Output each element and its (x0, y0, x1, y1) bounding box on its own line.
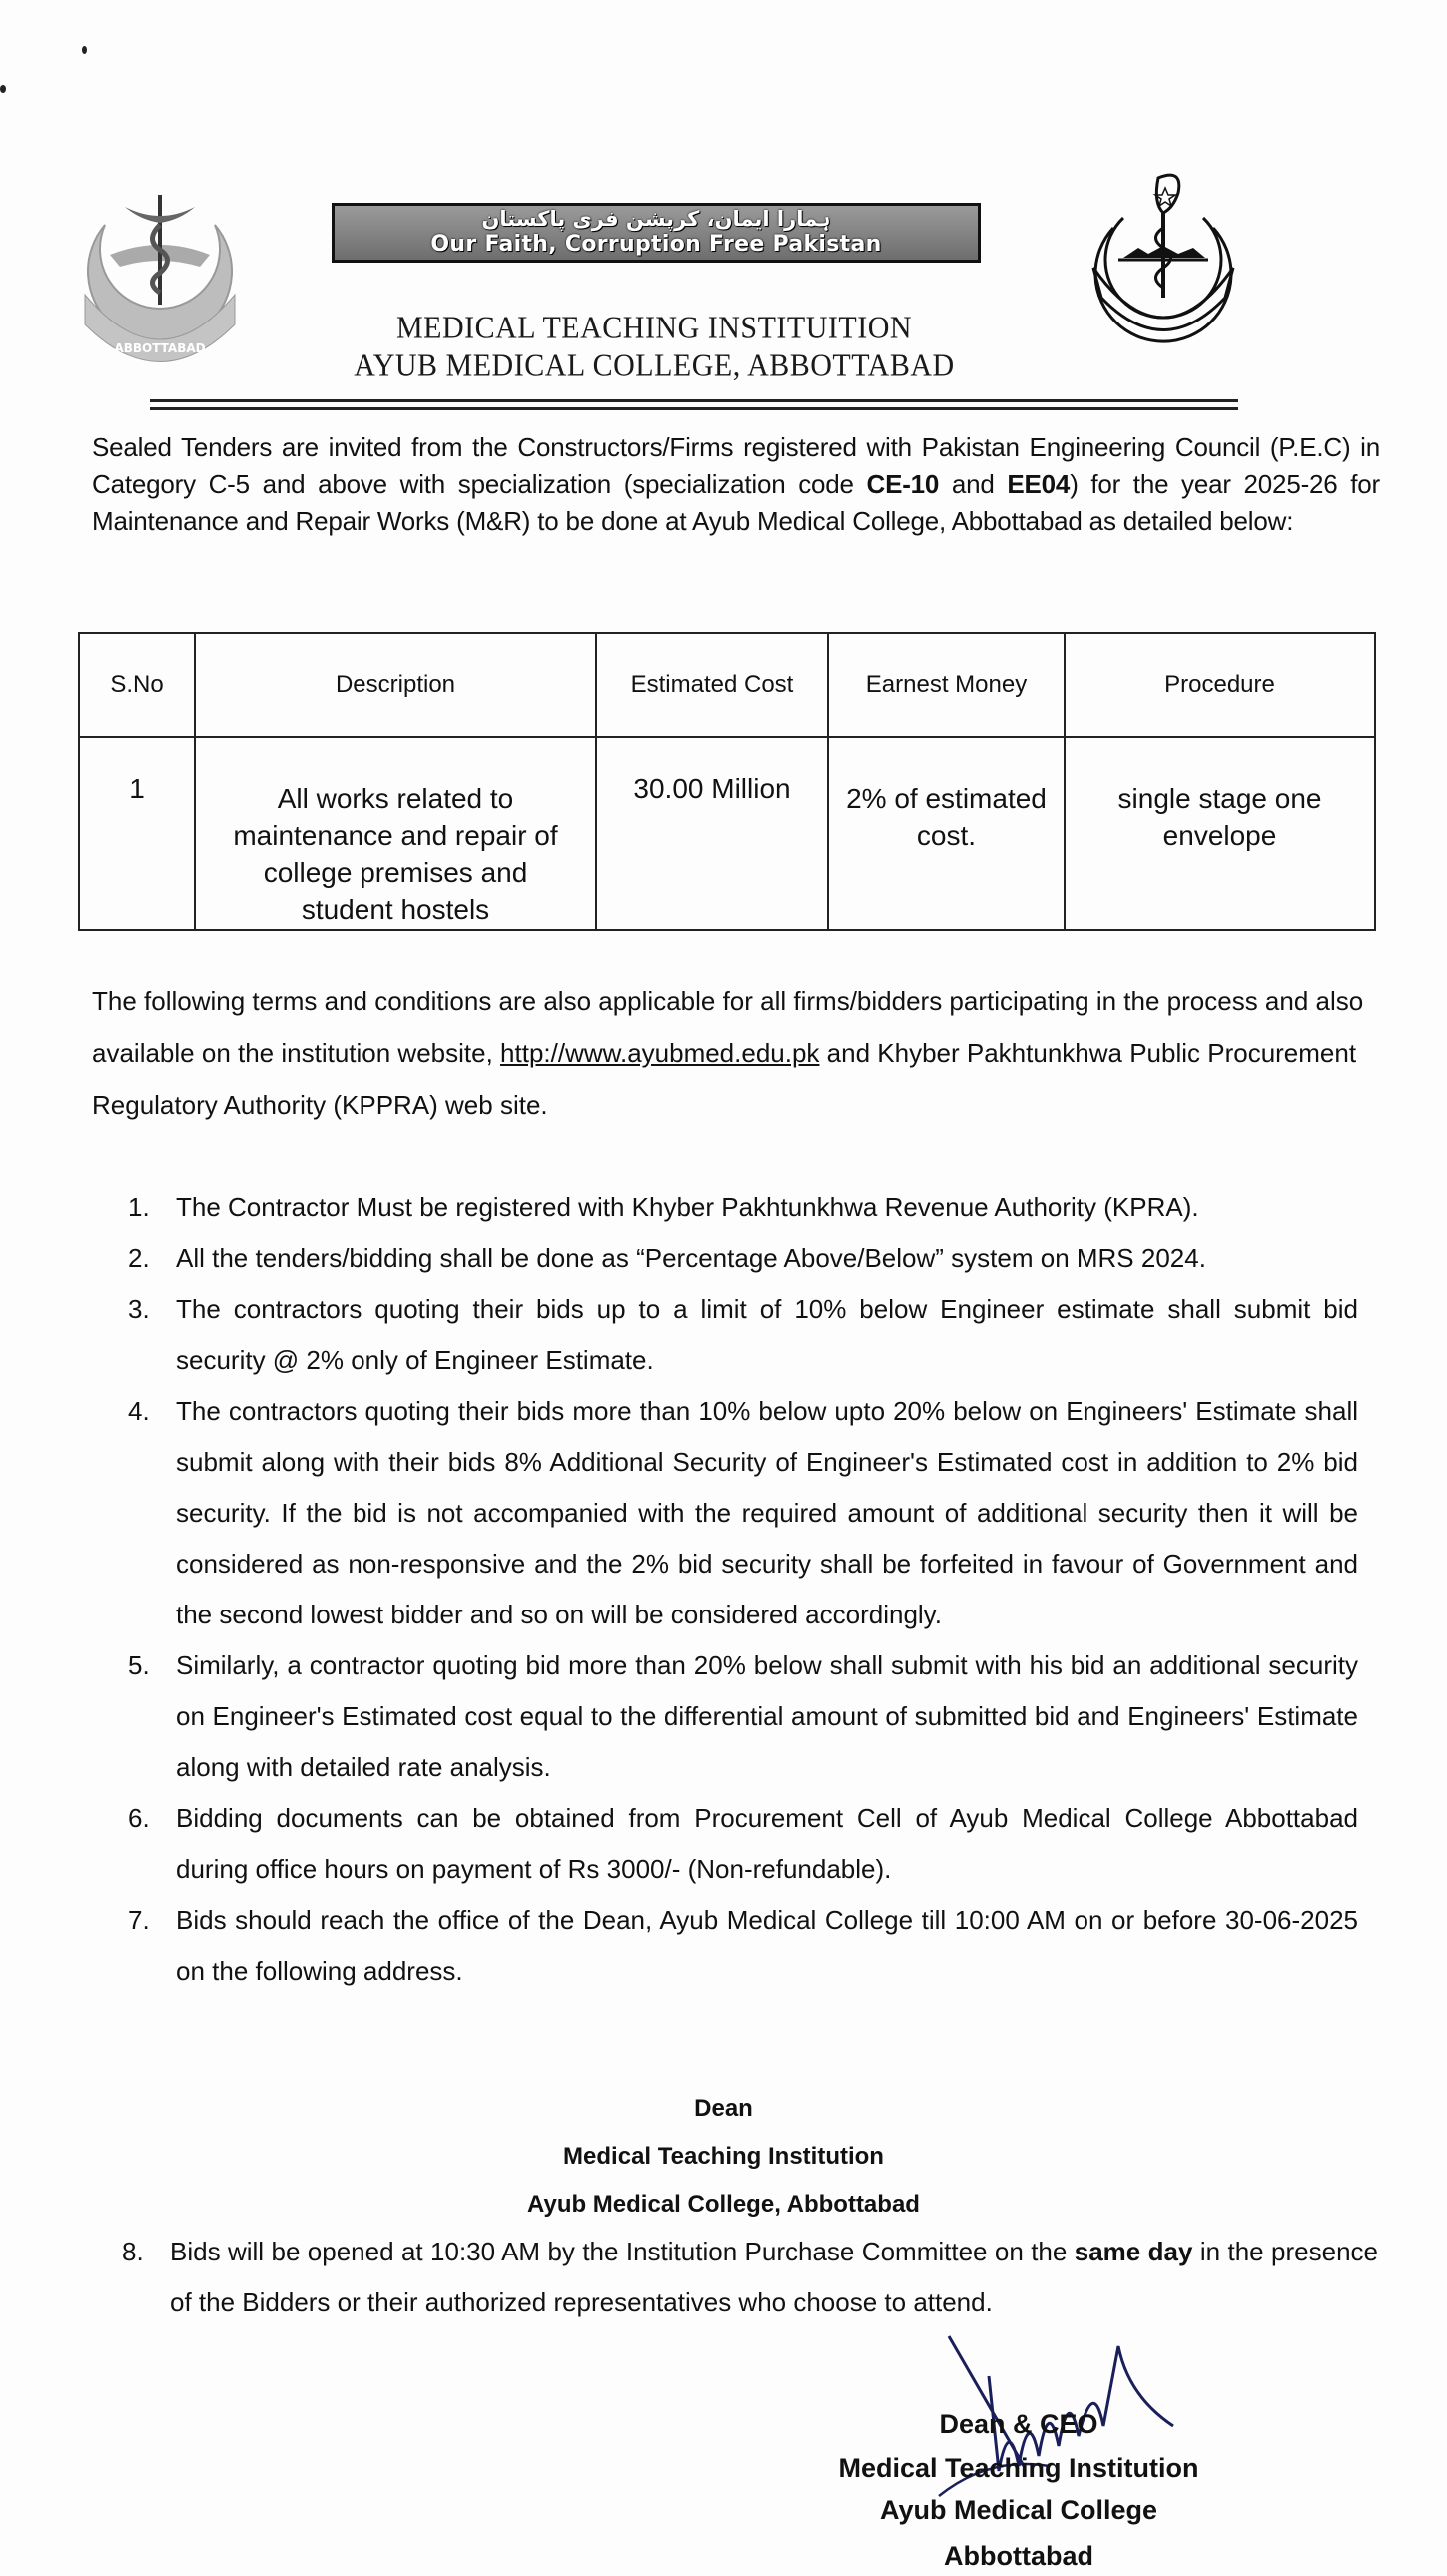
address-line: Dean (694, 2095, 753, 2122)
address-line: Medical Teaching Institution (563, 2143, 884, 2170)
terms-intro-paragraph: The following terms and conditions are also applicable for all firms/bidders participating in the process and also available on the institution website, http://www.ayubmed.edu.pk and Khyber Pakhtunkhwa Public Procurement Regulatory Authority (KPPRA) web site. (92, 986, 1364, 1120)
condition-item: 4. The contractors quoting their bids more than 10% below upto 20% below on Engineers' Estimate shall submit along with their bids 8% Additional Security of Engineer's Estimated cost in addition to 2% bid security. If the bid is not accompanied with the required amount of additional security then it will be considered as non-responsive and the 2% bid security shall be forfeited in favour of Government and the second lowest bidder and so on will be considered accordingly. (128, 1396, 1358, 1629)
condition-item: 3. The contractors quoting their bids up to a limit of 10% below Engineer estimate shall submit bid security @ 2% only of Engineer Estimate. (128, 1294, 1358, 1375)
signatory-line: Medical Teaching Institution (838, 2453, 1199, 2483)
scan-speck (82, 46, 87, 54)
caduceus-crescent-logo-icon (75, 185, 245, 369)
specialization-code-2: EE04 (1007, 469, 1071, 499)
signatory-line: Abbottabad (944, 2541, 1093, 2571)
cell-procedure: single stage one envelope (1065, 737, 1375, 930)
institution-title-line2: AYUB MEDICAL COLLEGE, ABBOTTABAD (354, 348, 955, 383)
table-row (79, 737, 1375, 930)
header-rule-bottom (150, 407, 1238, 410)
address-line: Ayub Medical College, Abbottabad (527, 2191, 920, 2218)
slogan-urdu: ہمارا ایمان، کرپشن فری پاکستان (481, 207, 831, 231)
svg-text:ABBOTTABAD: ABBOTTABAD (114, 341, 206, 355)
condition-item: 7. Bids should reach the office of the Dean, Ayub Medical College till 10:00 AM on or before 30-06-2025 on the following address. (128, 1905, 1358, 1986)
header-procedure: Procedure (1065, 633, 1375, 737)
header-sno: S.No (79, 633, 195, 737)
signatory-line: Ayub Medical College (879, 2495, 1158, 2525)
signatory-title: Dean & CEO (939, 2409, 1098, 2439)
header-estimated-cost: Estimated Cost (596, 633, 828, 737)
tender-table (78, 632, 1376, 931)
slogan-banner (332, 203, 981, 263)
condition-item: 5. Similarly, a contractor quoting bid more than 20% below shall submit with his bid an additional security on Engineer's Estimated cost equal to the differential amount of submitted bid and Engineers' Estimate along with detailed rate analysis. (128, 1650, 1358, 1782)
condition-item: 1. The Contractor Must be registered with Khyber Pakhtunkhwa Revenue Authority (KPRA). (128, 1192, 1199, 1222)
conditions-list (128, 1182, 1358, 1997)
right-logo (1084, 168, 1243, 347)
cell-sno: 1 (79, 737, 195, 930)
cell-estimated-cost: 30.00 Million (596, 737, 828, 930)
cell-description: All works related to maintenance and repair of college premises and student hostels (195, 737, 596, 930)
condition-item: 2. All the tenders/bidding shall be done as “Percentage Above/Below” system on MRS 2024. (128, 1243, 1206, 1273)
cell-earnest-money: 2% of estimated cost. (828, 737, 1065, 930)
condition-item: 8. Bids will be opened at 10:30 AM by the Institution Purchase Committee on the same day in the presence of the Bidders or their authorized representatives who choose to attend. (122, 2237, 1379, 2317)
condition-8 (122, 2227, 1378, 2328)
institution-website-link[interactable]: http://www.ayubmed.edu.pk (500, 1038, 820, 1068)
specialization-code-1: CE-10 (866, 469, 940, 499)
scan-speck (0, 85, 6, 93)
slogan-english: Our Faith, Corruption Free Pakistan (430, 232, 882, 257)
header-rule-top (150, 399, 1238, 402)
header-description: Description (195, 633, 596, 737)
same-day-emphasis: same day (1074, 2237, 1193, 2266)
institution-title-line1: MEDICAL TEACHING INSTITUITION (395, 311, 913, 345)
table-header-row (79, 633, 1375, 737)
condition-item: 6. Bidding documents can be obtained from Procurement Cell of Ayub Medical College Abbottabad during office hours on payment of Rs 3000/- (Non-refundable). (128, 1803, 1358, 1884)
ayub-medical-college-crest-icon (1084, 168, 1243, 347)
left-logo (75, 185, 245, 369)
intro-paragraph: Sealed Tenders are invited from the Constructors/Firms registered with Pakistan Engineering Council (P.E.C) in Category C-5 and above with specialization (specialization code CE-10 and EE04) for the year 2025-26 for Maintenance and Repair Works (M&R) to be done at Ayub Medical College, Abbottabad as detailed below: (92, 432, 1380, 536)
header-earnest-money: Earnest Money (828, 633, 1065, 737)
